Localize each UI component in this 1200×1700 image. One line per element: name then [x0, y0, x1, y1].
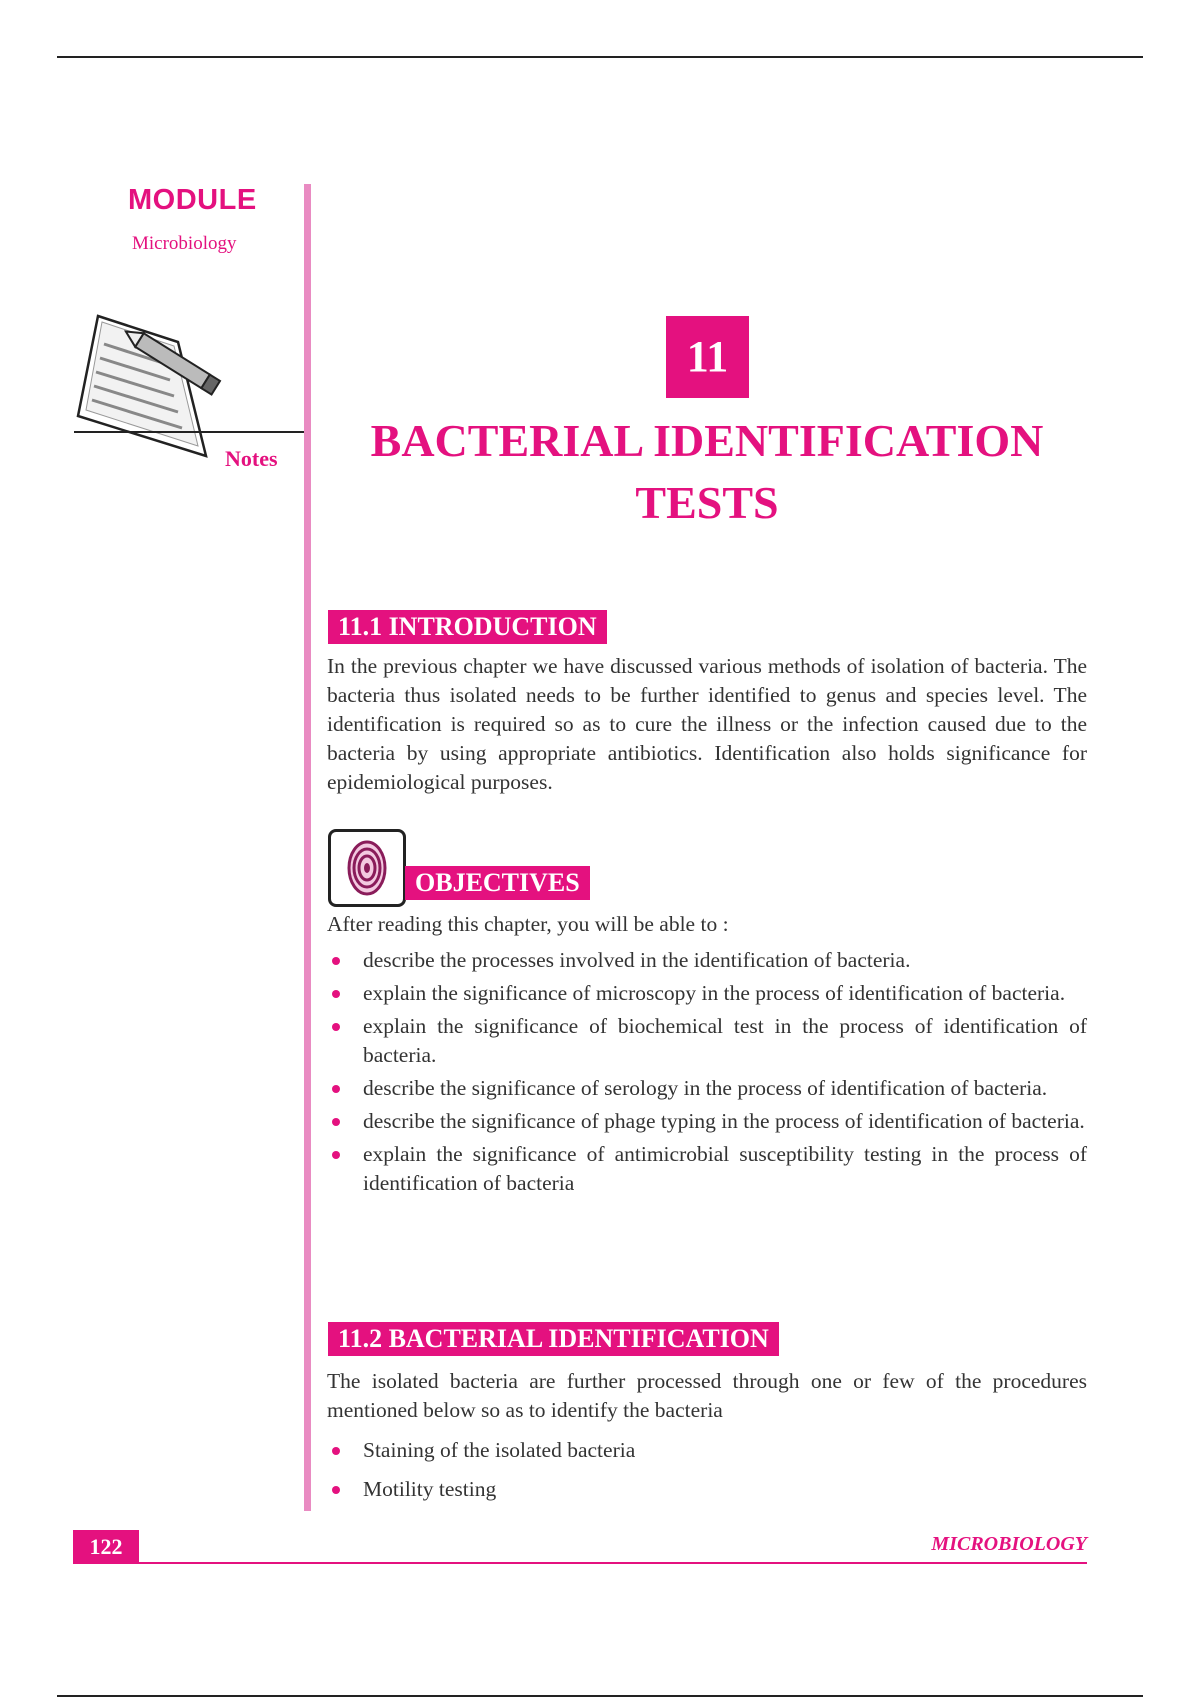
section-heading-objectives: OBJECTIVES: [405, 866, 590, 900]
bullet-icon: [332, 1085, 340, 1093]
margin-bar: [304, 184, 311, 1511]
chapter-number: 11: [666, 316, 749, 398]
chapter-title-line-2: TESTS: [635, 477, 779, 528]
list-item: explain the significance of antimicrobial susceptibility testing in the process of identification of bacteria: [327, 1140, 1087, 1198]
chapter-title: [330, 410, 1084, 534]
chapter-title-line-1: BACTERIAL IDENTIFICATION: [370, 415, 1044, 466]
list-item: explain the significance of biochemical test in the process of identification of bacteria.: [327, 1012, 1087, 1070]
bullet-icon: [332, 1151, 340, 1159]
introduction-paragraph: In the previous chapter we have discussed various methods of isolation of bacteria. The bacteria thus isolated needs to be further identified to genus and species level. The identification is required so as to cure the illness or the infection caused due to the bacteria by using appropriate antibiotics. Identification also holds significance for epidemiological purposes.: [327, 654, 1087, 794]
list-item: describe the processes involved in the identification of bacteria.: [327, 946, 1087, 975]
bottom-rule: [57, 1695, 1143, 1697]
notes-label: Notes: [225, 446, 278, 471]
list-item: describe the significance of serology in the process of identification of bacteria.: [327, 1074, 1087, 1103]
list-item: Staining of the isolated bacteria: [327, 1436, 1087, 1465]
objectives-list: [327, 946, 1087, 1198]
bullet-icon: [332, 990, 340, 998]
bullet-icon: [332, 1486, 340, 1494]
module-subject: Microbiology: [132, 233, 237, 254]
identification-paragraph: The isolated bacteria are further processed through one or few of the procedures mentioned below so as to identify the bacteria: [327, 1369, 1087, 1422]
list-item: Motility testing: [327, 1475, 1087, 1504]
bullet-icon: [332, 1447, 340, 1455]
list-item: explain the significance of microscopy in the process of identification of bacteria.: [327, 979, 1087, 1008]
page-number: 122: [73, 1530, 139, 1564]
bullet-icon: [332, 1023, 340, 1031]
objectives-lead: After reading this chapter, you will be able to :: [327, 912, 729, 936]
section-heading-identification: 11.2 BACTERIAL IDENTIFICATION: [328, 1322, 779, 1356]
footer-title: MICROBIOLOGY: [931, 1533, 1087, 1555]
objectives-target-icon: [328, 829, 406, 907]
footer-rule: [139, 1562, 1087, 1564]
identification-list: [327, 1436, 1087, 1504]
bullet-icon: [332, 1118, 340, 1126]
list-item: describe the significance of phage typing in the process of identification of bacteria.: [327, 1107, 1087, 1136]
top-rule: [57, 56, 1143, 58]
notes-pencil-icon: [74, 308, 314, 468]
bullet-icon: [332, 957, 340, 965]
module-label: MODULE: [128, 184, 257, 216]
section-heading-introduction: 11.1 INTRODUCTION: [328, 610, 607, 644]
